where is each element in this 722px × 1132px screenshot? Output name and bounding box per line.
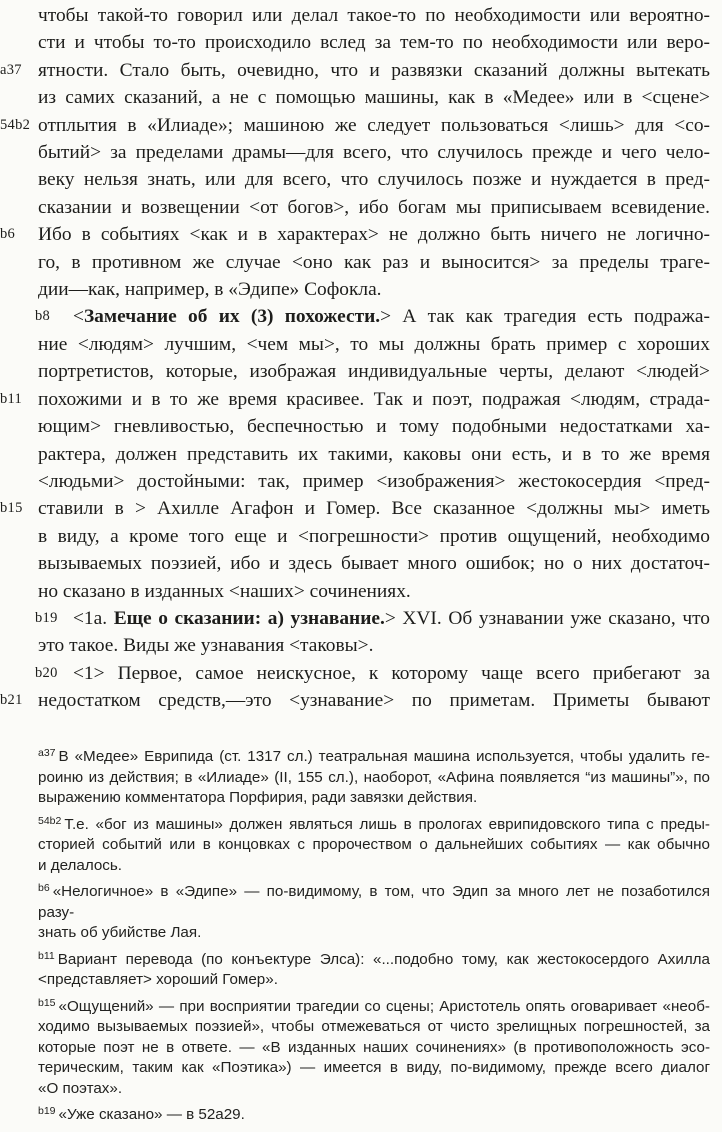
text-line	[38, 331, 710, 358]
footnote-text: терическим, таким как «Поэтика») — имеется в виду, по-видимому, прежде всего диалог	[38, 1059, 710, 1076]
footnote-line: b15 «Ощущений» — при восприятии трагедии со сцены; Аристотель опять оговаривает «необ-	[38, 996, 710, 1015]
footnote-line	[38, 1017, 710, 1038]
body-text: это такое. Виды же узнавания <таковы>.	[38, 635, 374, 657]
margin-ref-label: b19	[35, 609, 58, 626]
body-text: сти и чтобы то-то происходило вслед за тем-то по необходимости или веро-	[38, 32, 710, 54]
footnote-line	[38, 768, 710, 789]
text-line	[35, 303, 710, 330]
text-line	[35, 660, 710, 687]
footnote-line	[38, 1038, 710, 1059]
text-line	[38, 276, 710, 303]
footnote-text: сторией событий или в концовках с пророчеством о дальнейших событиях — как обычно	[38, 836, 710, 853]
footnote-text: выражению комментатора Порфирия, ради завязки действия.	[38, 789, 478, 806]
margin-ref-label: b11	[0, 390, 23, 407]
footnote-text: В «Медее» Еврипида (ст. 1317 сл.) театральная машина используется, чтобы удалить ге-	[58, 748, 710, 765]
footnote-text: знать об убийстве Лая.	[38, 924, 202, 941]
footnote-line	[38, 1058, 710, 1079]
text-line	[38, 84, 710, 111]
body-text: из самих сказаний, а не с помощью машины, как в «Медее» или в <сцене>	[38, 87, 710, 109]
footnote-line	[38, 856, 710, 877]
body-text: <людьми> достойными: так, пример <изображения> жестокосердия <пред-	[38, 470, 710, 492]
footnote-line	[38, 1079, 710, 1100]
text-line	[38, 441, 710, 468]
margin-ref-label: b21	[0, 692, 23, 709]
footnote-line	[38, 923, 710, 944]
text-line	[0, 112, 710, 139]
footnote	[38, 950, 710, 991]
footnote-text: ходимо вызываемых поэзией», чтобы отмежеваться от чисто зрелищных погрешностей, за	[38, 1018, 710, 1035]
text-line	[0, 57, 710, 84]
footnote-line: a37 В «Медее» Еврипида (ст. 1317 сл.) театральная машина используется, чтобы удалить ге-	[38, 747, 710, 765]
footnote-text: роиню из действия; в «Илиаде» (II, 155 сл.), наоборот, «Афина появляется “из машины”», по	[38, 768, 710, 786]
body-text: портретистов, которые, изображая индивидуальные черты, делают <людей>	[38, 361, 710, 383]
text-line	[35, 605, 711, 632]
body-text: <1> Первое, самое неискусное, к которому чаще всего прибегают за	[73, 662, 710, 684]
margin-ref-label: b20	[35, 664, 58, 681]
body-text: ставили в > Ахилле Агафон и Гомер. Все сказанное <должны мы> иметь	[38, 498, 710, 520]
footnote-text: Т.е. «бог из машины» должен являться лишь в прологах еврипидовского типа с преды-	[64, 815, 710, 833]
body-text: <	[73, 306, 84, 328]
text-line	[0, 495, 710, 522]
body-text: в виду, а кроме того еще и <погрешности> против ощущений, необходимо	[38, 525, 710, 547]
text-line	[38, 632, 710, 659]
body-text: но сказано в изданных <наших> сочинениях.	[38, 580, 411, 602]
body-text: веку нельзя знать, или для всего, что случилось позже и нуждается в пред-	[38, 169, 710, 191]
footnote-line: b19 «Уже сказано» — в 52а29.	[38, 1105, 245, 1123]
text-line	[38, 468, 710, 495]
footnote	[38, 997, 710, 1100]
body-text: Ибо в событиях <как и в характерах> не должно быть ничего не логично-	[38, 224, 710, 246]
footnote-text: «Нелогичное» в «Эдипе» — по-видимому, в том, что Эдип за много лет не позаботился разу-	[38, 883, 710, 921]
margin-ref-label: b6	[0, 226, 16, 243]
body-text: го, в противном же случае <оно как раз и выносится> за пределы траге-	[38, 251, 710, 273]
text-line	[38, 249, 710, 276]
body-text: ятности. Стало быть, очевидно, что и развязки сказаний должны вытекать	[38, 59, 710, 81]
body-text: дии—как, например, в «Эдипе» Софокла.	[38, 279, 382, 301]
margin-ref-label: b8	[35, 308, 51, 325]
body-text: ющим> гневливостью, беспечностью и тому подобными недостатками ха-	[38, 416, 710, 438]
body-text: > А так как трагедия есть подража-	[380, 306, 710, 328]
footnotes	[38, 747, 710, 1132]
footnote-line: b11 Вариант перевода (по конъектуре Элса): «...подобно тому, как жестокосердого Ахилла	[38, 949, 710, 968]
body-text: бытий> за пределами драмы—для всего, что случилось прежде и чего чело-	[38, 142, 710, 164]
text-line	[38, 194, 710, 221]
body-text: рактера, должен представить их такими, каковы они есть, и в то же время	[38, 443, 710, 465]
footnote-text: Вариант перевода (по конъектуре Элса): «...подобно тому, как жестокосердого Ахилла	[57, 950, 710, 968]
body-text: недостатком средств,—это <узнавание> по приметам. Приметы бывают	[38, 690, 710, 712]
body-text: отплытия в «Илиаде»; машиною же следует пользоваться <лишь> для <со-	[38, 114, 710, 136]
text-line	[38, 166, 710, 193]
footnote	[38, 882, 710, 944]
text-line	[0, 687, 710, 714]
text-line	[38, 2, 710, 29]
footnote-text: «О поэтах».	[38, 1079, 123, 1097]
text-line	[38, 578, 710, 605]
footnote-line	[38, 788, 710, 809]
footnote	[38, 747, 710, 809]
margin-ref-label: b15	[0, 500, 23, 517]
footnote-text: «Ощущений» — при восприятии трагедии со сцены; Аристотель опять оговаривает «необ-	[58, 997, 710, 1015]
text-line	[38, 358, 710, 385]
body-text: вызываемых поэзией, ибо и здесь бывает много ошибок; но о них достаточ-	[38, 553, 710, 575]
body-text: чтобы такой-то говорил или делал такое-то по необходимости или вероятно-	[38, 5, 710, 26]
footnote-line: 54b2 Т.е. «бог из машины» должен являться лишь в прологах еврипидовского типа с преды-	[38, 814, 710, 833]
text-line	[38, 29, 710, 56]
footnote-line	[38, 970, 710, 991]
body-text: похожими и в то же время красивее. Так и поэт, подражая <людям, страда-	[38, 388, 710, 410]
footnote	[38, 815, 710, 877]
main-text	[0, 2, 711, 715]
text-line	[38, 523, 710, 550]
section-heading-text: Замечание об их (3) похожести.	[83, 306, 381, 328]
body-text: > XVI. Об узнавании уже сказано, что	[384, 607, 711, 629]
footnote-text: <представляет> хороший Гомер».	[38, 971, 278, 988]
body-text: ние <людям> лучшим, <чем мы>, то мы должны брать пример с хороших	[38, 333, 710, 355]
text-line	[38, 550, 710, 577]
section-heading-text: Еще о сказании: а) узнавание.	[113, 607, 385, 629]
footnote-text: «Уже сказано» — в 52а29.	[58, 1106, 245, 1123]
body-text: сказании и возвещении <от богов>, ибо богам мы приписываем всевидение.	[38, 196, 710, 218]
footnote-text: которые поэт не в ответе. — «В изданных наших сочинениях» (в противоположность эсо-	[38, 1038, 710, 1056]
footnote-line	[38, 835, 710, 856]
footnote-line: b6 «Нелогичное» в «Эдипе» — по-видимому, в том, что Эдип за много лет не позаботился разу-	[38, 882, 710, 921]
text-line	[38, 413, 710, 440]
footnote	[38, 1105, 710, 1126]
text-line	[38, 139, 710, 166]
footnote-text: и делалось.	[38, 856, 123, 874]
text-line	[0, 386, 710, 413]
margin-ref-label: 54b2	[0, 116, 31, 133]
body-text: <1а.	[73, 607, 114, 629]
margin-ref-label: a37	[0, 61, 22, 78]
text-line	[0, 221, 710, 248]
